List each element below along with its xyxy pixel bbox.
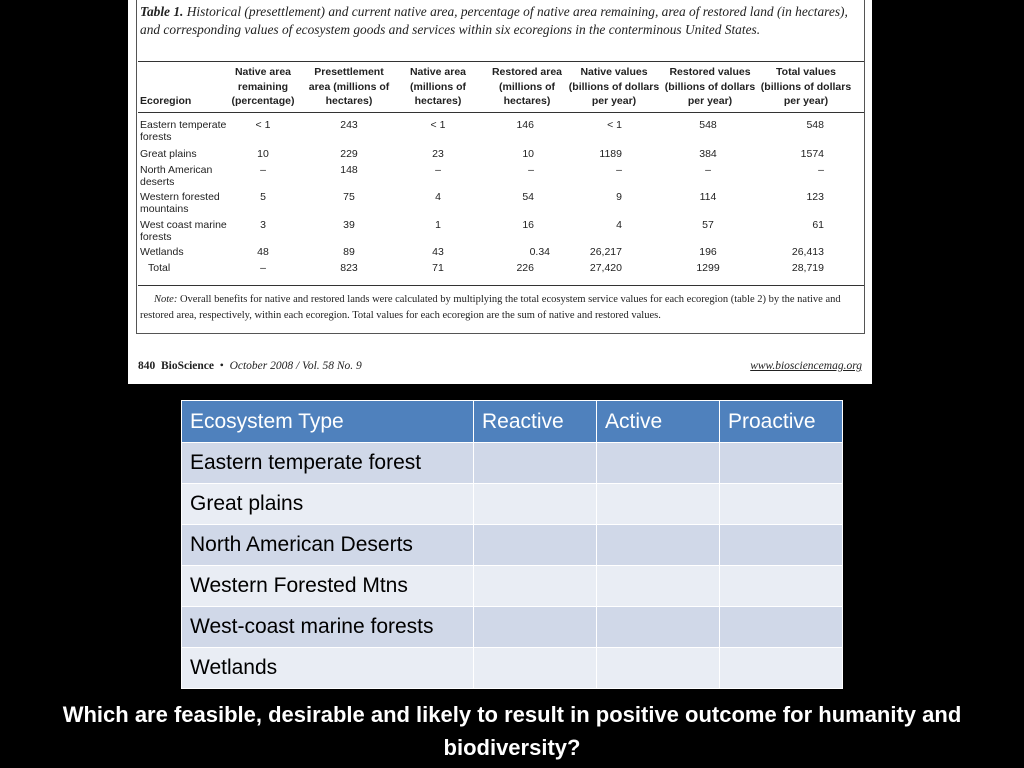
cell: 27,420 — [589, 262, 622, 274]
cell: 1574 — [800, 148, 824, 160]
table-bottom-border — [136, 333, 865, 334]
cell: 548 — [699, 119, 717, 131]
table-row — [182, 443, 843, 484]
ecosystem-name: Wetlands — [182, 648, 474, 689]
cell: 16 — [522, 219, 534, 231]
col-header-restored-area: Restored area (millions of hectares) — [491, 66, 563, 107]
cell: 43 — [432, 246, 444, 258]
footer-separator: • — [219, 360, 224, 372]
reactive-cell[interactable] — [474, 648, 597, 689]
cell: < 1 — [607, 119, 622, 131]
header-proactive: Proactive — [720, 401, 843, 443]
col-header-restored-values: Restored values (billions of dollars per year) — [664, 66, 756, 107]
cell: 48 — [257, 246, 269, 258]
header-bottom-rule — [138, 112, 864, 113]
active-cell[interactable] — [597, 484, 720, 525]
cell: 26,217 — [589, 246, 622, 258]
cell: 1 — [435, 219, 441, 231]
table-note — [140, 292, 856, 324]
col-header-native-remaining: Native area remaining (percentage) — [231, 66, 295, 107]
table-left-border — [136, 0, 137, 333]
ecosystem-name: North American Deserts — [182, 525, 474, 566]
active-cell[interactable] — [597, 607, 720, 648]
cell: – — [260, 262, 266, 274]
cell: 1299 — [696, 262, 720, 274]
cell: 9 — [616, 191, 622, 203]
header-top-rule — [138, 61, 864, 62]
cell: 5 — [260, 191, 266, 203]
reactive-cell[interactable] — [474, 443, 597, 484]
page-footer — [138, 360, 862, 372]
issue-info: October 2008 / Vol. 58 No. 9 — [229, 360, 362, 372]
col-header-native-values: Native values (billions of dollars per year) — [568, 66, 660, 107]
row-name: Great plains — [140, 148, 197, 160]
cell: 26,413 — [791, 246, 824, 258]
caption-label: Table 1. — [140, 4, 184, 19]
cell: 229 — [340, 148, 358, 160]
ecosystem-worksheet-table — [181, 400, 843, 689]
row-name: West coast marine forests — [140, 219, 227, 243]
cell: 148 — [340, 164, 358, 176]
ecosystem-name: Great plains — [182, 484, 474, 525]
page-number: 840 — [138, 360, 156, 372]
row-name: North American deserts — [140, 164, 213, 188]
cell: < 1 — [430, 119, 446, 131]
cell: < 1 — [255, 119, 271, 131]
worksheet-header-row — [182, 401, 843, 443]
row-name-total: Total — [148, 262, 171, 274]
cell: – — [616, 164, 622, 176]
proactive-cell[interactable] — [720, 484, 843, 525]
cell: – — [528, 164, 534, 176]
header-ecosystem-type: Ecosystem Type — [182, 401, 474, 443]
ecosystem-name: Western Forested Mtns — [182, 566, 474, 607]
table-row — [182, 484, 843, 525]
active-cell[interactable] — [597, 525, 720, 566]
scanned-table-image — [128, 0, 872, 384]
reactive-cell[interactable] — [474, 484, 597, 525]
cell: 61 — [812, 219, 824, 231]
cell: 226 — [516, 262, 534, 274]
cell: 3 — [260, 219, 266, 231]
cell: 384 — [699, 148, 717, 160]
caption-text: Historical (presettlement) and current native area, percentage of native area remaining, area of restored land (in hectares), and corresponding values of ecosystem goods and services within six ecoregions in the conterminous United States. — [140, 4, 848, 37]
note-text: Overall benefits for native and restored lands were calculated by multiplying the total ecosystem service values for each ecoregion (table 2) by the native and restored area, respectively, within each ecoregion. Total values for each ecoregion are the sum of native and restored values. — [140, 294, 841, 321]
cell: 0.34 — [529, 246, 550, 258]
cell: 243 — [340, 119, 358, 131]
col-header-ecoregion: Ecoregion — [140, 95, 192, 107]
reactive-cell[interactable] — [474, 525, 597, 566]
cell: 57 — [702, 219, 714, 231]
cell: 54 — [522, 191, 534, 203]
table-row — [182, 525, 843, 566]
note-label: Note: — [154, 294, 178, 305]
proactive-cell[interactable] — [720, 525, 843, 566]
cell: 28,719 — [791, 262, 824, 274]
active-cell[interactable] — [597, 648, 720, 689]
row-name: Eastern temperate forests — [140, 119, 227, 143]
table-row — [182, 648, 843, 689]
table-right-border — [864, 0, 865, 333]
cell: 196 — [699, 246, 717, 258]
header-active: Active — [597, 401, 720, 443]
cell: 10 — [257, 148, 269, 160]
active-cell[interactable] — [597, 566, 720, 607]
row-name: Wetlands — [140, 246, 184, 258]
col-header-native-area: Native area (millions of hectares) — [409, 66, 467, 107]
cell: 71 — [432, 262, 444, 274]
ecosystem-name: West-coast marine forests — [182, 607, 474, 648]
cell: 4 — [435, 191, 441, 203]
reactive-cell[interactable] — [474, 607, 597, 648]
cell: 39 — [343, 219, 355, 231]
proactive-cell[interactable] — [720, 648, 843, 689]
cell: 1189 — [599, 148, 622, 160]
col-header-presettlement: Presettlement area (millions of hectares) — [308, 66, 390, 107]
header-reactive: Reactive — [474, 401, 597, 443]
col-header-total-values: Total values (billions of dollars per year) — [760, 66, 852, 107]
cell: 146 — [516, 119, 534, 131]
cell: 75 — [343, 191, 355, 203]
slide-question: Which are feasible, desirable and likely to result in positive outcome for humanity and biodiversity? — [62, 702, 962, 760]
cell: 823 — [340, 262, 358, 274]
cell: – — [705, 164, 711, 176]
cell: – — [818, 164, 824, 176]
journal-url: www.biosciencemag.org — [750, 360, 862, 372]
row-name: Western forested mountains — [140, 191, 220, 215]
active-cell[interactable] — [597, 443, 720, 484]
reactive-cell[interactable] — [474, 566, 597, 607]
cell: 123 — [806, 191, 824, 203]
cell: 4 — [616, 219, 622, 231]
cell: – — [435, 164, 441, 176]
proactive-cell[interactable] — [720, 607, 843, 648]
journal-name: BioScience — [161, 360, 215, 372]
ecosystem-name: Eastern temperate forest — [182, 443, 474, 484]
body-bottom-rule — [138, 285, 864, 286]
table-row — [182, 566, 843, 607]
table-row — [182, 607, 843, 648]
cell: – — [260, 164, 266, 176]
table-caption — [140, 3, 858, 39]
cell: 23 — [432, 148, 444, 160]
cell: 548 — [806, 119, 824, 131]
cell: 89 — [343, 246, 355, 258]
cell: 114 — [699, 191, 717, 203]
proactive-cell[interactable] — [720, 566, 843, 607]
proactive-cell[interactable] — [720, 443, 843, 484]
cell: 10 — [522, 148, 534, 160]
